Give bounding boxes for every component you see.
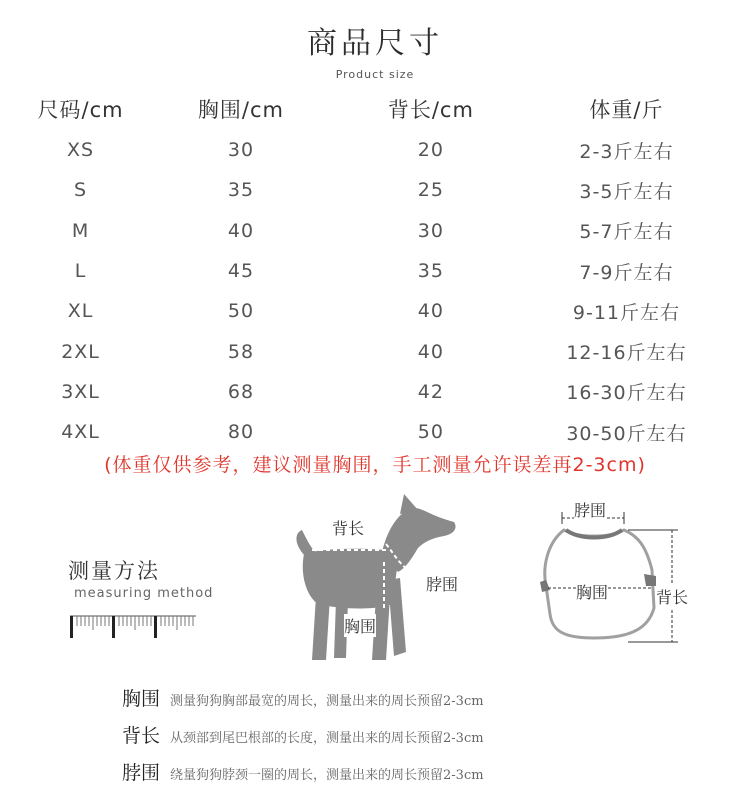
description-term: 胸围 [122,688,161,710]
dog-label-chest: 胸围 [344,614,376,637]
cell-back: 35 [417,260,444,283]
header-chest: 胸围/cm [197,98,284,122]
shirt-outline-icon [528,496,708,666]
cell-weight: 5-7斤左右 [579,221,674,244]
cell-weight: 30-50斤左右 [566,422,687,445]
cell-chest: 35 [227,179,255,202]
ruler-icon [68,612,198,640]
header-back-length: 背长/cm [387,98,474,122]
dog-label-neck: 脖围 [426,572,458,595]
method-title: 测量方法 [68,559,160,583]
table-header-row [20,88,732,130]
cell-size: 2XL [61,340,100,363]
shirt-label-neck: 脖围 [574,498,606,521]
cell-weight: 16-30斤左右 [566,382,687,405]
table-row [20,251,732,291]
cell-weight: 7-9斤左右 [579,261,674,284]
table-row [20,170,732,210]
cell-chest: 58 [227,340,255,363]
table-row [20,291,732,331]
page-subtitle: Product size [335,68,415,81]
cell-back: 20 [417,139,444,162]
cell-back: 50 [417,421,444,444]
header-weight: 体重/斤 [589,98,664,122]
cell-size: XS [67,139,95,162]
cell-size: S [74,179,88,202]
table-row [20,130,732,170]
cell-back: 42 [417,380,444,403]
cell-chest: 50 [227,300,255,323]
dog-diagram [282,492,482,672]
description-chest [122,684,484,711]
cell-back: 30 [417,219,444,242]
size-table [20,88,732,452]
cell-back: 40 [417,340,444,363]
cell-size: XL [67,300,94,323]
weight-note: (体重仅供参考，建议测量胸围，手工测量允许误差再2-3cm) [104,454,646,476]
cell-size: L [74,260,87,283]
cell-chest: 30 [227,139,255,162]
description-text: 从颈部到尾巴根部的长度，测量出来的周长预留2-3cm [170,731,484,746]
shirt-label-chest: 胸围 [576,580,608,603]
description-text: 绕量狗狗脖颈一圈的周长，测量出来的周长预留2-3cm [170,768,484,783]
cell-size: 3XL [61,380,100,403]
description-neck [122,758,484,785]
dog-label-back-length: 背长 [332,516,364,539]
table-row [20,412,732,452]
description-back-length [122,721,484,748]
cell-chest: 45 [227,260,255,283]
cell-size: M [71,219,90,242]
method-subtitle: measuring method [74,586,214,601]
cell-weight: 3-5斤左右 [579,180,674,203]
page-title: 商品尺寸 [307,26,443,61]
table-row [20,331,732,371]
description-text: 测量狗狗胸部最宽的周长，测量出来的周长预留2-3cm [170,694,484,709]
table-row [20,372,732,412]
header-size: 尺码/cm [37,98,124,122]
cell-back: 40 [417,300,444,323]
cell-chest: 68 [227,380,255,403]
cell-weight: 12-16斤左右 [566,342,687,365]
description-term: 背长 [122,725,161,747]
description-term: 脖围 [122,762,161,784]
shirt-label-back-length: 背长 [656,585,688,608]
cell-size: 4XL [61,421,100,444]
cell-chest: 40 [227,219,255,242]
cell-chest: 80 [227,421,255,444]
cell-back: 25 [417,179,444,202]
table-row [20,211,732,251]
shirt-diagram [528,496,708,666]
cell-weight: 2-3斤左右 [579,140,674,163]
cell-weight: 9-11斤左右 [572,301,681,324]
